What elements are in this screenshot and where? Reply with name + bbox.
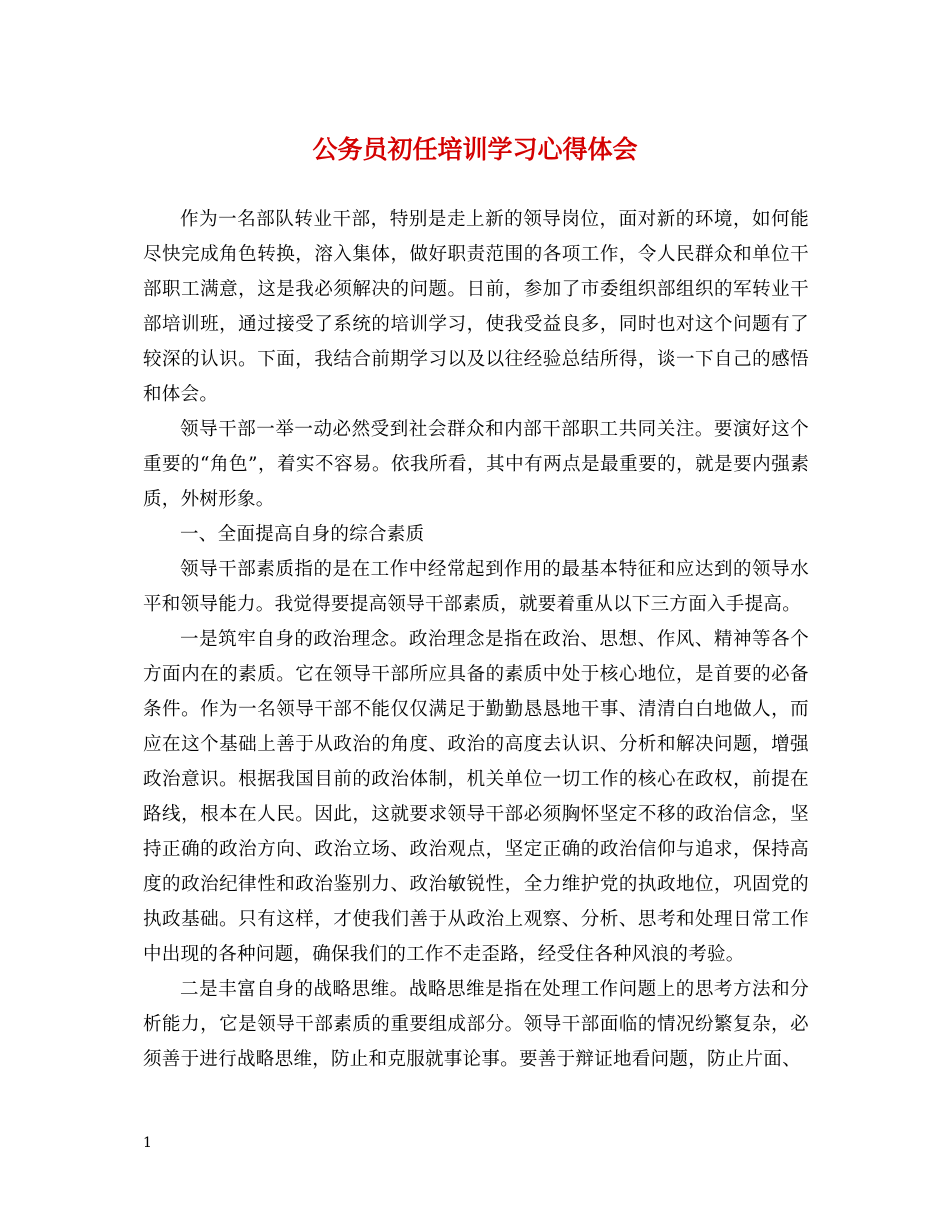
document-body	[143, 202, 809, 1077]
paragraph-role: 领导干部一举一动必然受到社会群众和内部干部职工共同关注。要演好这个重要的“角色”，着实不容易。依我所看，其中有两点是最重要的，就是要内强素质，外树形象。	[143, 419, 809, 510]
page-number: 1	[143, 1135, 152, 1151]
paragraph-strategic: 二是丰富自身的战略思维。战略思维是指在处理工作问题上的思考方法和分析能力，它是领导干部素质的重要组成部分。领导干部面临的情况纷繁复杂，必须善于进行战略思维，防止和克服就事论事。要善于辩证地看问题，防止片面、	[143, 979, 809, 1070]
paragraph-political: 一是筑牢自身的政治理念。政治理念是指在政治、思想、作风、精神等各个方面内在的素质。它在领导干部所应具备的素质中处于核心地位，是首要的必备条件。作为一名领导干部不能仅仅满足于勤勤恳恳地干事、清清白白地做人，而应在这个基础上善于从政治的角度、政治的高度去认识、分析和解决问题，增强政治意识。根据我国目前的政治体制，机关单位一切工作的核心在政权，前提在路线，根本在人民。因此，这就要求领导干部必须胸怀坚定不移的政治信念，坚持正确的政治方向、政治立场、政治观点，坚定正确的政治信仰与追求，保持高度的政治纪律性和政治鉴别力、政治敏锐性，全力维护党的执政地位，巩固党的执政基础。只有这样，才使我们善于从政治上观察、分析、思考和处理日常工作中出现的各种问题，确保我们的工作不走歪路，经受住各种风浪的考验。	[143, 629, 809, 965]
paragraph-intro: 作为一名部队转业干部，特别是走上新的领导岗位，面对新的环境，如何能尽快完成角色转换，溶入集体，做好职责范围的各项工作，令人民群众和单位干部职工满意，这是我必须解决的问题。日前，参加了市委组织部组织的军转业干部培训班，通过接受了系统的培训学习，使我受益良多，同时也对这个问题有了较深的认识。下面，我结合前期学习以及以往经验总结所得，谈一下自己的感悟和体会。	[143, 209, 809, 405]
section-heading-1: 一、全面提高自身的综合素质	[180, 524, 425, 545]
document-title: 公务员初任培训学习心得体会	[312, 135, 638, 164]
paragraph-quality: 领导干部素质指的是在工作中经常起到作用的最基本特征和应达到的领导水平和领导能力。我觉得要提高领导干部素质，就要着重从以下三方面入手提高。	[143, 559, 809, 615]
